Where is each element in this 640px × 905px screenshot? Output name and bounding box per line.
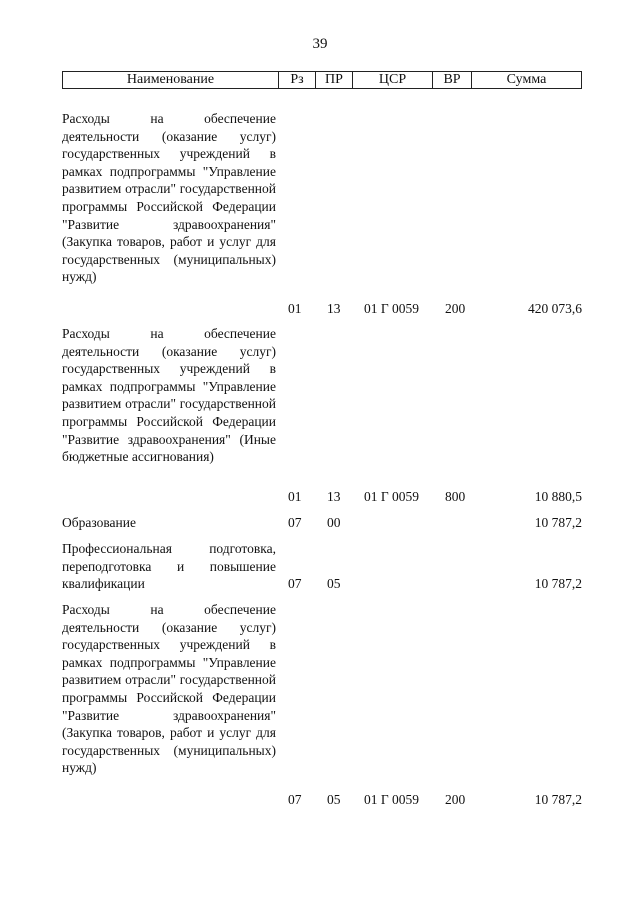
table-row <box>62 514 582 532</box>
row-rz: 07 <box>288 792 302 808</box>
table-body <box>62 110 582 809</box>
row-vr: 200 <box>445 792 466 808</box>
table-row <box>62 110 582 318</box>
row-rz: 01 <box>288 301 302 317</box>
row-csr: 01 Г 0059 <box>364 489 420 505</box>
header-pr: ПР <box>316 72 353 89</box>
header-name: Наименование <box>63 72 279 89</box>
row-pr: 00 <box>327 515 341 531</box>
row-vr: 200 <box>445 301 466 317</box>
row-name: Образование <box>62 515 136 530</box>
row-pr: 05 <box>327 576 341 592</box>
row-csr: 01 Г 0059 <box>364 792 420 808</box>
row-sum: 10 880,5 <box>534 489 582 505</box>
row-pr: 13 <box>327 489 341 505</box>
header-csr: ЦСР <box>353 72 433 89</box>
row-rz: 07 <box>288 515 302 531</box>
row-pr: 05 <box>327 792 341 808</box>
row-name: Профессиональная подготовка, переподготовка и повышение квалификации <box>62 541 276 592</box>
row-vr: 800 <box>445 489 466 505</box>
table-row <box>62 601 582 809</box>
row-name: Расходы на обеспечение деятельности (оказание услуг) государственных учреждений в рамках подпрограммы "Управление развитием отрасли" государственной программы Российской Федерации "Развитие здравоохранения" (Закупка товаров, работ и услуг для государственных (муниципальных) нужд) <box>62 111 276 285</box>
table-header <box>62 71 582 89</box>
table-row <box>62 325 582 506</box>
row-sum: 10 787,2 <box>534 792 582 808</box>
row-sum: 10 787,2 <box>534 515 582 531</box>
row-name: Расходы на обеспечение деятельности (оказание услуг) государственных учреждений в рамках подпрограммы "Управление развитием отрасли" государственной программы Российской Федерации "Развитие здравоохранения" (Закупка товаров, работ и услуг для государственных (муниципальных) нужд) <box>62 602 276 776</box>
row-pr: 13 <box>327 301 341 317</box>
header-vr: ВР <box>433 72 472 89</box>
header-rz: Рз <box>279 72 316 89</box>
row-rz: 01 <box>288 489 302 505</box>
row-sum: 10 787,2 <box>534 576 582 592</box>
page-number: 39 <box>312 36 328 52</box>
row-rz: 07 <box>288 576 302 592</box>
row-sum: 420 073,6 <box>528 301 582 317</box>
header-sum: Сумма <box>472 72 582 89</box>
table-row <box>62 540 582 593</box>
row-name: Расходы на обеспечение деятельности (оказание услуг) государственных учреждений в рамках подпрограммы "Управление развитием отрасли" государственной программы Российской Федерации "Развитие здравоохранения" (Иные бюджетные ассигнования) <box>62 326 276 465</box>
row-csr: 01 Г 0059 <box>364 301 420 317</box>
